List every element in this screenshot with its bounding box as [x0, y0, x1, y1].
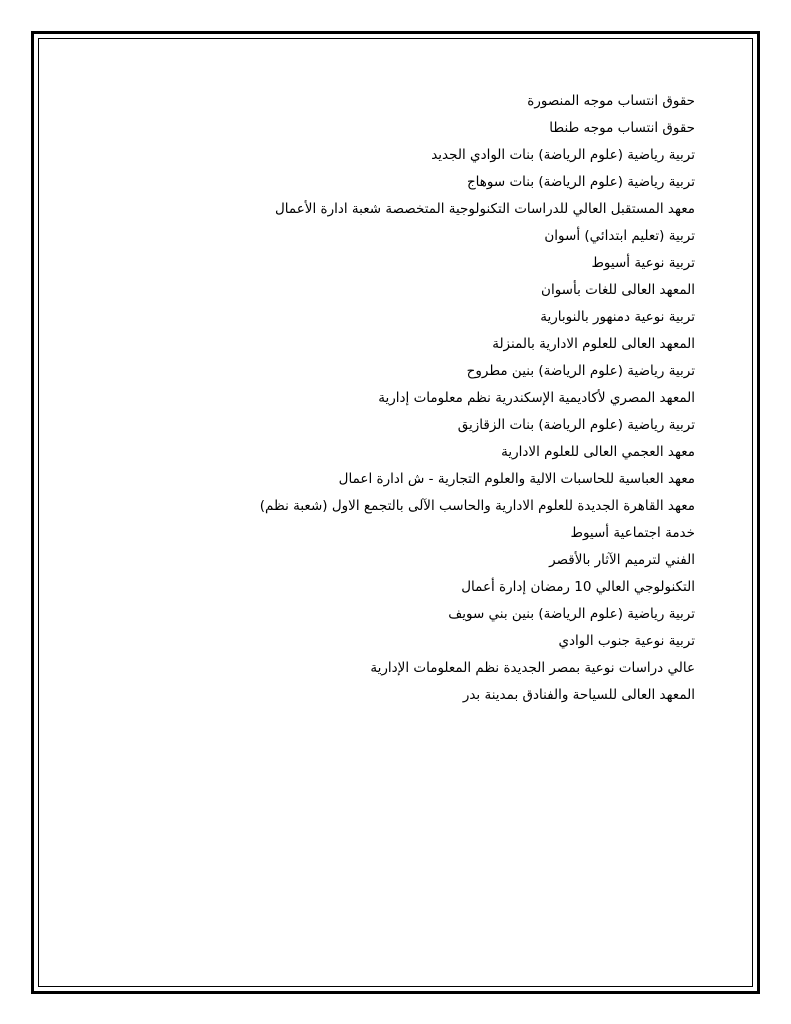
list-item: حقوق انتساب موجه المنصورة	[527, 93, 695, 109]
list-item: تربية رياضية (علوم الرياضة) بنين بني سويف	[448, 606, 695, 622]
list-item: تربية رياضية (علوم الرياضة) بنات سوهاج	[466, 174, 695, 190]
list-item: تربية رياضية (علوم الرياضة) بنين مطروح	[466, 363, 695, 379]
list-item: معهد العجمي العالى للعلوم الادارية	[501, 444, 695, 460]
list-item: تربية نوعية دمنهور بالنوبارية	[540, 309, 695, 325]
list-item: تربية رياضية (علوم الرياضة) بنات الزقازيق	[457, 417, 695, 433]
entries-list	[75, 88, 695, 709]
list-item: معهد القاهرة الجديدة للعلوم الادارية والحاسب الآلى بالتجمع الاول (شعبة نظم)	[259, 498, 695, 514]
list-item: التكنولوجي العالي 10 رمضان إدارة أعمال	[461, 579, 695, 595]
list-item: المعهد العالى للعلوم الادارية بالمنزلة	[492, 336, 695, 352]
list-item: عالي دراسات نوعية بمصر الجديدة نظم المعلومات الإدارية	[370, 660, 695, 676]
list-item: معهد العباسية للحاسبات الالية والعلوم التجارية - ش ادارة اعمال	[338, 471, 695, 487]
list-item: الفني لترميم الآثار بالأقصر	[549, 552, 695, 568]
list-item: تربية رياضية (علوم الرياضة) بنات الوادي الجديد	[431, 147, 695, 163]
list-item: خدمة اجتماعية أسيوط	[570, 525, 695, 541]
list-item: معهد المستقبل العالي للدراسات التكنولوجية المتخصصة شعبة ادارة الأعمال	[275, 201, 695, 217]
list-item: تربية (تعليم ابتدائي) أسوان	[544, 228, 695, 244]
list-item: حقوق انتساب موجه طنطا	[549, 120, 695, 136]
list-item: المعهد المصري لأكاديمية الإسكندرية نظم معلومات إدارية	[378, 390, 695, 406]
list-item: المعهد العالى للغات بأسوان	[541, 282, 695, 298]
list-item: تربية نوعية جنوب الوادي	[558, 633, 695, 649]
list-item: المعهد العالى للسياحة والفنادق بمدينة بدر	[462, 687, 695, 703]
list-item: تربية نوعية أسيوط	[591, 255, 695, 271]
